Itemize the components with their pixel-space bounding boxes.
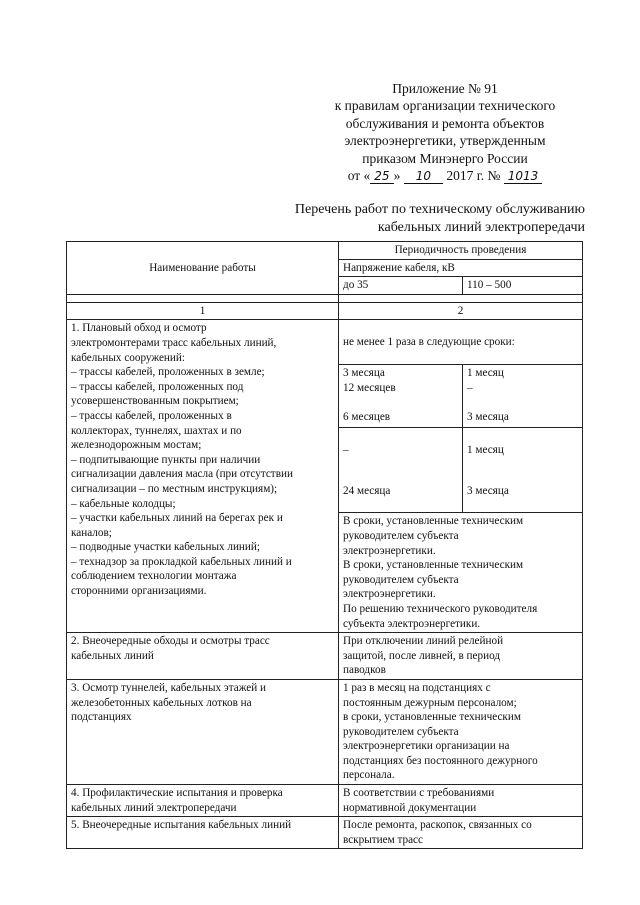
row1-intro-cell: не менее 1 раза в следующие сроки: xyxy=(339,320,583,365)
title-line-2: кабельных линий электропередачи xyxy=(377,220,585,235)
row1-v2-upper: 1 месяц – 3 месяца xyxy=(463,365,583,428)
row4-period-cell: В соответствии с требованиями нормативной документации xyxy=(339,785,583,817)
date-sep: » xyxy=(393,168,401,184)
date-prefix: от « xyxy=(347,168,371,184)
table-row xyxy=(67,320,583,365)
handwritten-day: 25 xyxy=(370,169,393,184)
appendix-line-2: к правилам организации технического xyxy=(334,98,556,114)
appendix-line-4: электроэнергетики, утвержденным xyxy=(344,133,546,149)
row1-v2-lower: 1 месяц 3 месяца xyxy=(463,428,583,513)
row1-extra-cell: В сроки, установленные техническим руководителем субъекта электроэнергетики. В сроки, установленные техническим руководителем субъекта электроэнергетики. По решению технического руководителя субъекта электроэнергетики. xyxy=(339,513,583,633)
table-header-row xyxy=(67,242,583,260)
appendix-date-line xyxy=(300,167,590,184)
row1-name-cell: 1. Плановый обход и осмотр электромонтерами трасс кабельных линий, кабельных сооружений: – трассы кабелей, проложенных в земле; – трассы кабелей, проложенных под усовершенствованным покрытием; – трассы кабелей, проложенных в коллекторах, туннелях, шахтах и по железнодорожным мостам; – подпитывающие пункты при наличии сигнализации давления масла (при отсутствии сигнализации – по местным инструкциям); – кабельные колодцы; – участки кабельных линий на берегах рек и каналов; – подводные участки кабельных линий; – технадзор за прокладкой кабельных линий и соблюдением технологии монтажа сторонними организациями. xyxy=(67,320,339,633)
column-number-1: 1 xyxy=(67,302,339,320)
column-number-row xyxy=(67,302,583,320)
appendix-header xyxy=(300,80,590,184)
row5-name-cell: 5. Внеочередные испытания кабельных линий xyxy=(67,817,339,849)
row3-period-cell: 1 раз в месяц на подстанциях с постоянным дежурным персоналом; в сроки, установленные техническим руководителем субъекта электроэнергетики организации на подстанциях без постоянного дежурного персонала. xyxy=(339,679,583,784)
handwritten-month: 10 xyxy=(404,169,443,184)
column-number-2: 2 xyxy=(339,302,583,320)
header-voltage-low: до 35 xyxy=(339,277,463,295)
row5-period-cell: После ремонта, раскопок, связанных со вскрытием трасс xyxy=(339,817,583,849)
header-voltage-high: 110 – 500 xyxy=(463,277,583,295)
appendix-line-5: приказом Минэнерго России xyxy=(362,150,528,166)
row1-v1-upper: 3 месяца 12 месяцев 6 месяцев xyxy=(339,365,463,428)
year-text: 2017 г. № xyxy=(446,168,501,184)
document-title xyxy=(250,201,585,237)
row3-name-cell: 3. Осмотр туннелей, кабельных этажей и железобетонных кабельных лотков на подстанциях xyxy=(67,679,339,784)
appendix-line-3: обслуживания и ремонта объектов xyxy=(345,115,545,131)
title-line-1: Перечень работ по техническому обслуживанию xyxy=(294,202,585,217)
table-row xyxy=(67,817,583,849)
row2-period-cell: При отключении линий релейной защитой, после ливней, в период паводков xyxy=(339,633,583,680)
table-row xyxy=(67,785,583,817)
row2-name-cell: 2. Внеочередные обходы и осмотры трасс кабельных линий xyxy=(67,633,339,680)
appendix-number: Приложение № 91 xyxy=(392,81,498,96)
row1-v1-lower: – 24 месяца xyxy=(339,428,463,513)
header-name-cell: Наименование работы xyxy=(67,242,339,295)
table-row xyxy=(67,633,583,680)
header-voltage-cell: Напряжение кабеля, кВ xyxy=(339,259,583,277)
works-table xyxy=(66,241,583,849)
handwritten-number: 1013 xyxy=(504,169,543,184)
row4-name-cell: 4. Профилактические испытания и проверка кабельных линий электропередачи xyxy=(67,785,339,817)
table-row xyxy=(67,679,583,784)
header-period-cell: Периодичность проведения xyxy=(339,242,583,260)
